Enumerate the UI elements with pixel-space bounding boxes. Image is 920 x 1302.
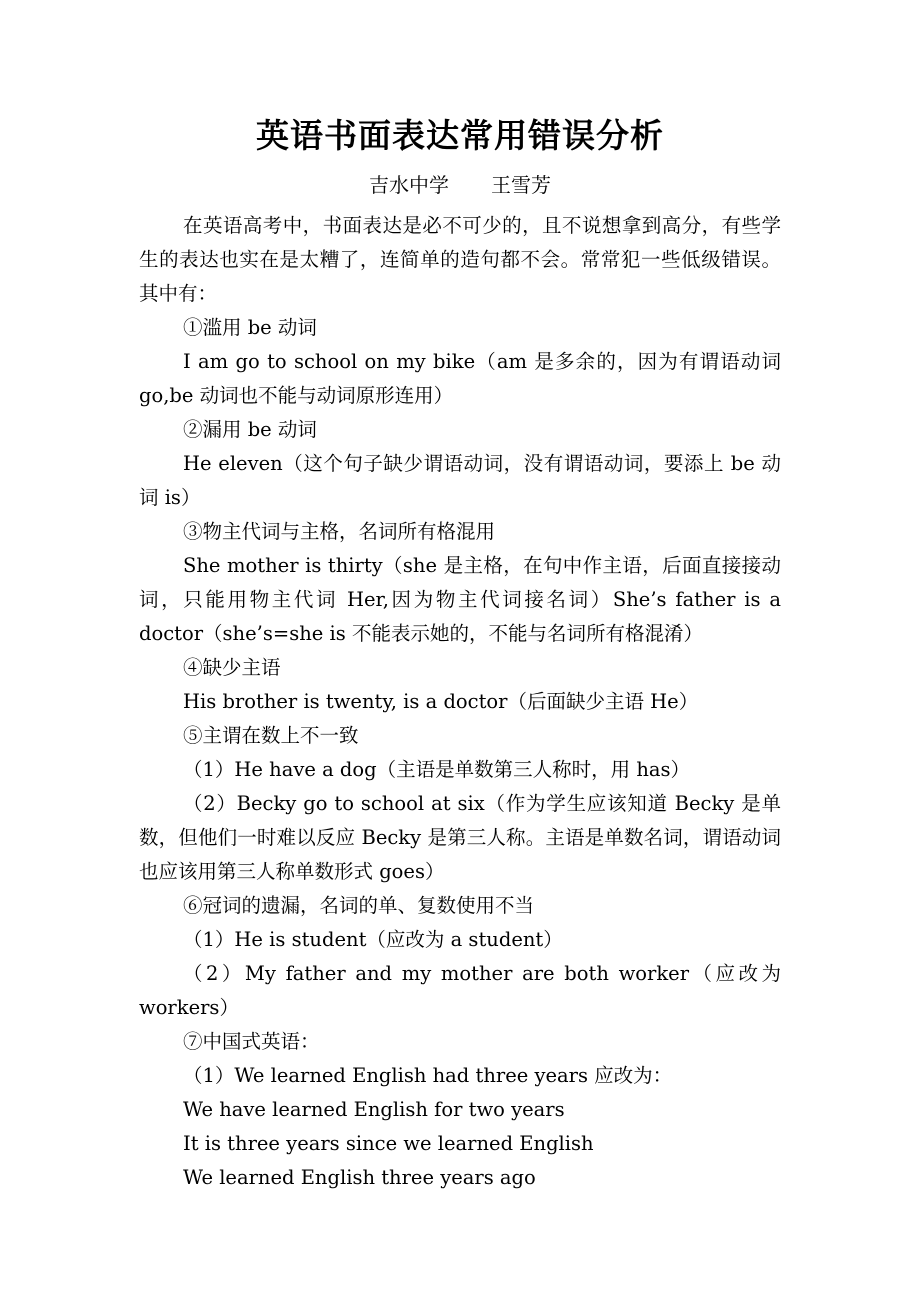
paragraph-example-4: His brother is twenty, is a doctor（后面缺少主语 He） [183,690,699,713]
document-body [139,209,781,1195]
paragraph-heading-6: ⑥冠词的遗漏，名词的单、复数使用不当 [183,894,535,917]
byline [0,168,920,202]
paragraph-correction-1: We have learned English for two years [183,1098,565,1121]
paragraph-example-5b: （2）Becky go to school at six（作为学生应该知道 Becky 是单数，但他们一时难以反应 Becky 是第三人称。主语是单数名词，谓语动词也应该用第三人称单数形式 goes） [139,792,781,883]
paragraph-heading-2: ②漏用 be 动词 [183,418,317,441]
document-title: 英语书面表达常用错误分析 [256,116,664,155]
school-name: 吉水中学 [369,173,449,197]
paragraph-correction-3: We learned English three years ago [183,1166,536,1189]
paragraph-example-1: I am go to school on my bike（am 是多余的，因为有谓语动词 go,be 动词也不能与动词原形连用） [139,350,781,407]
paragraph-heading-3: ③物主代词与主格，名词所有格混用 [183,520,496,543]
paragraph-intro: 在英语高考中，书面表达是必不可少的，且不说想拿到高分，有些学生的表达也实在是太糟了，连简单的造句都不会。常常犯一些低级错误。其中有： [139,214,781,305]
author-name: 王雪芳 [491,173,551,197]
paragraph-heading-1: ①滥用 be 动词 [183,316,317,339]
paragraph-example-3: She mother is thirty（she 是主格，在句中作主语，后面直接接动词，只能用物主代词 Her,因为物主代词接名词）She’s father is a doctor（she’s=she is 不能表示她的，不能与名词所有格混淆） [139,554,781,645]
paragraph-example-6a: （1）He is student（应改为 a student） [183,928,563,951]
paragraph-example-6b: （2）My father and my mother are both worker（应改为 workers） [139,962,781,1019]
paragraph-example-7: （1）We learned English had three years 应改为： [183,1064,673,1087]
paragraph-example-2: He eleven（这个句子缺少谓语动词，没有谓语动词，要添上 be 动词 is） [139,452,781,509]
paragraph-heading-4: ④缺少主语 [183,656,281,679]
paragraph-heading-5: ⑤主谓在数上不一致 [183,724,359,747]
paragraph-correction-2: It is three years since we learned English [183,1132,594,1155]
paragraph-example-5a: （1）He have a dog（主语是单数第三人称时，用 has） [183,758,691,781]
paragraph-heading-7: ⑦中国式英语： [183,1030,320,1053]
